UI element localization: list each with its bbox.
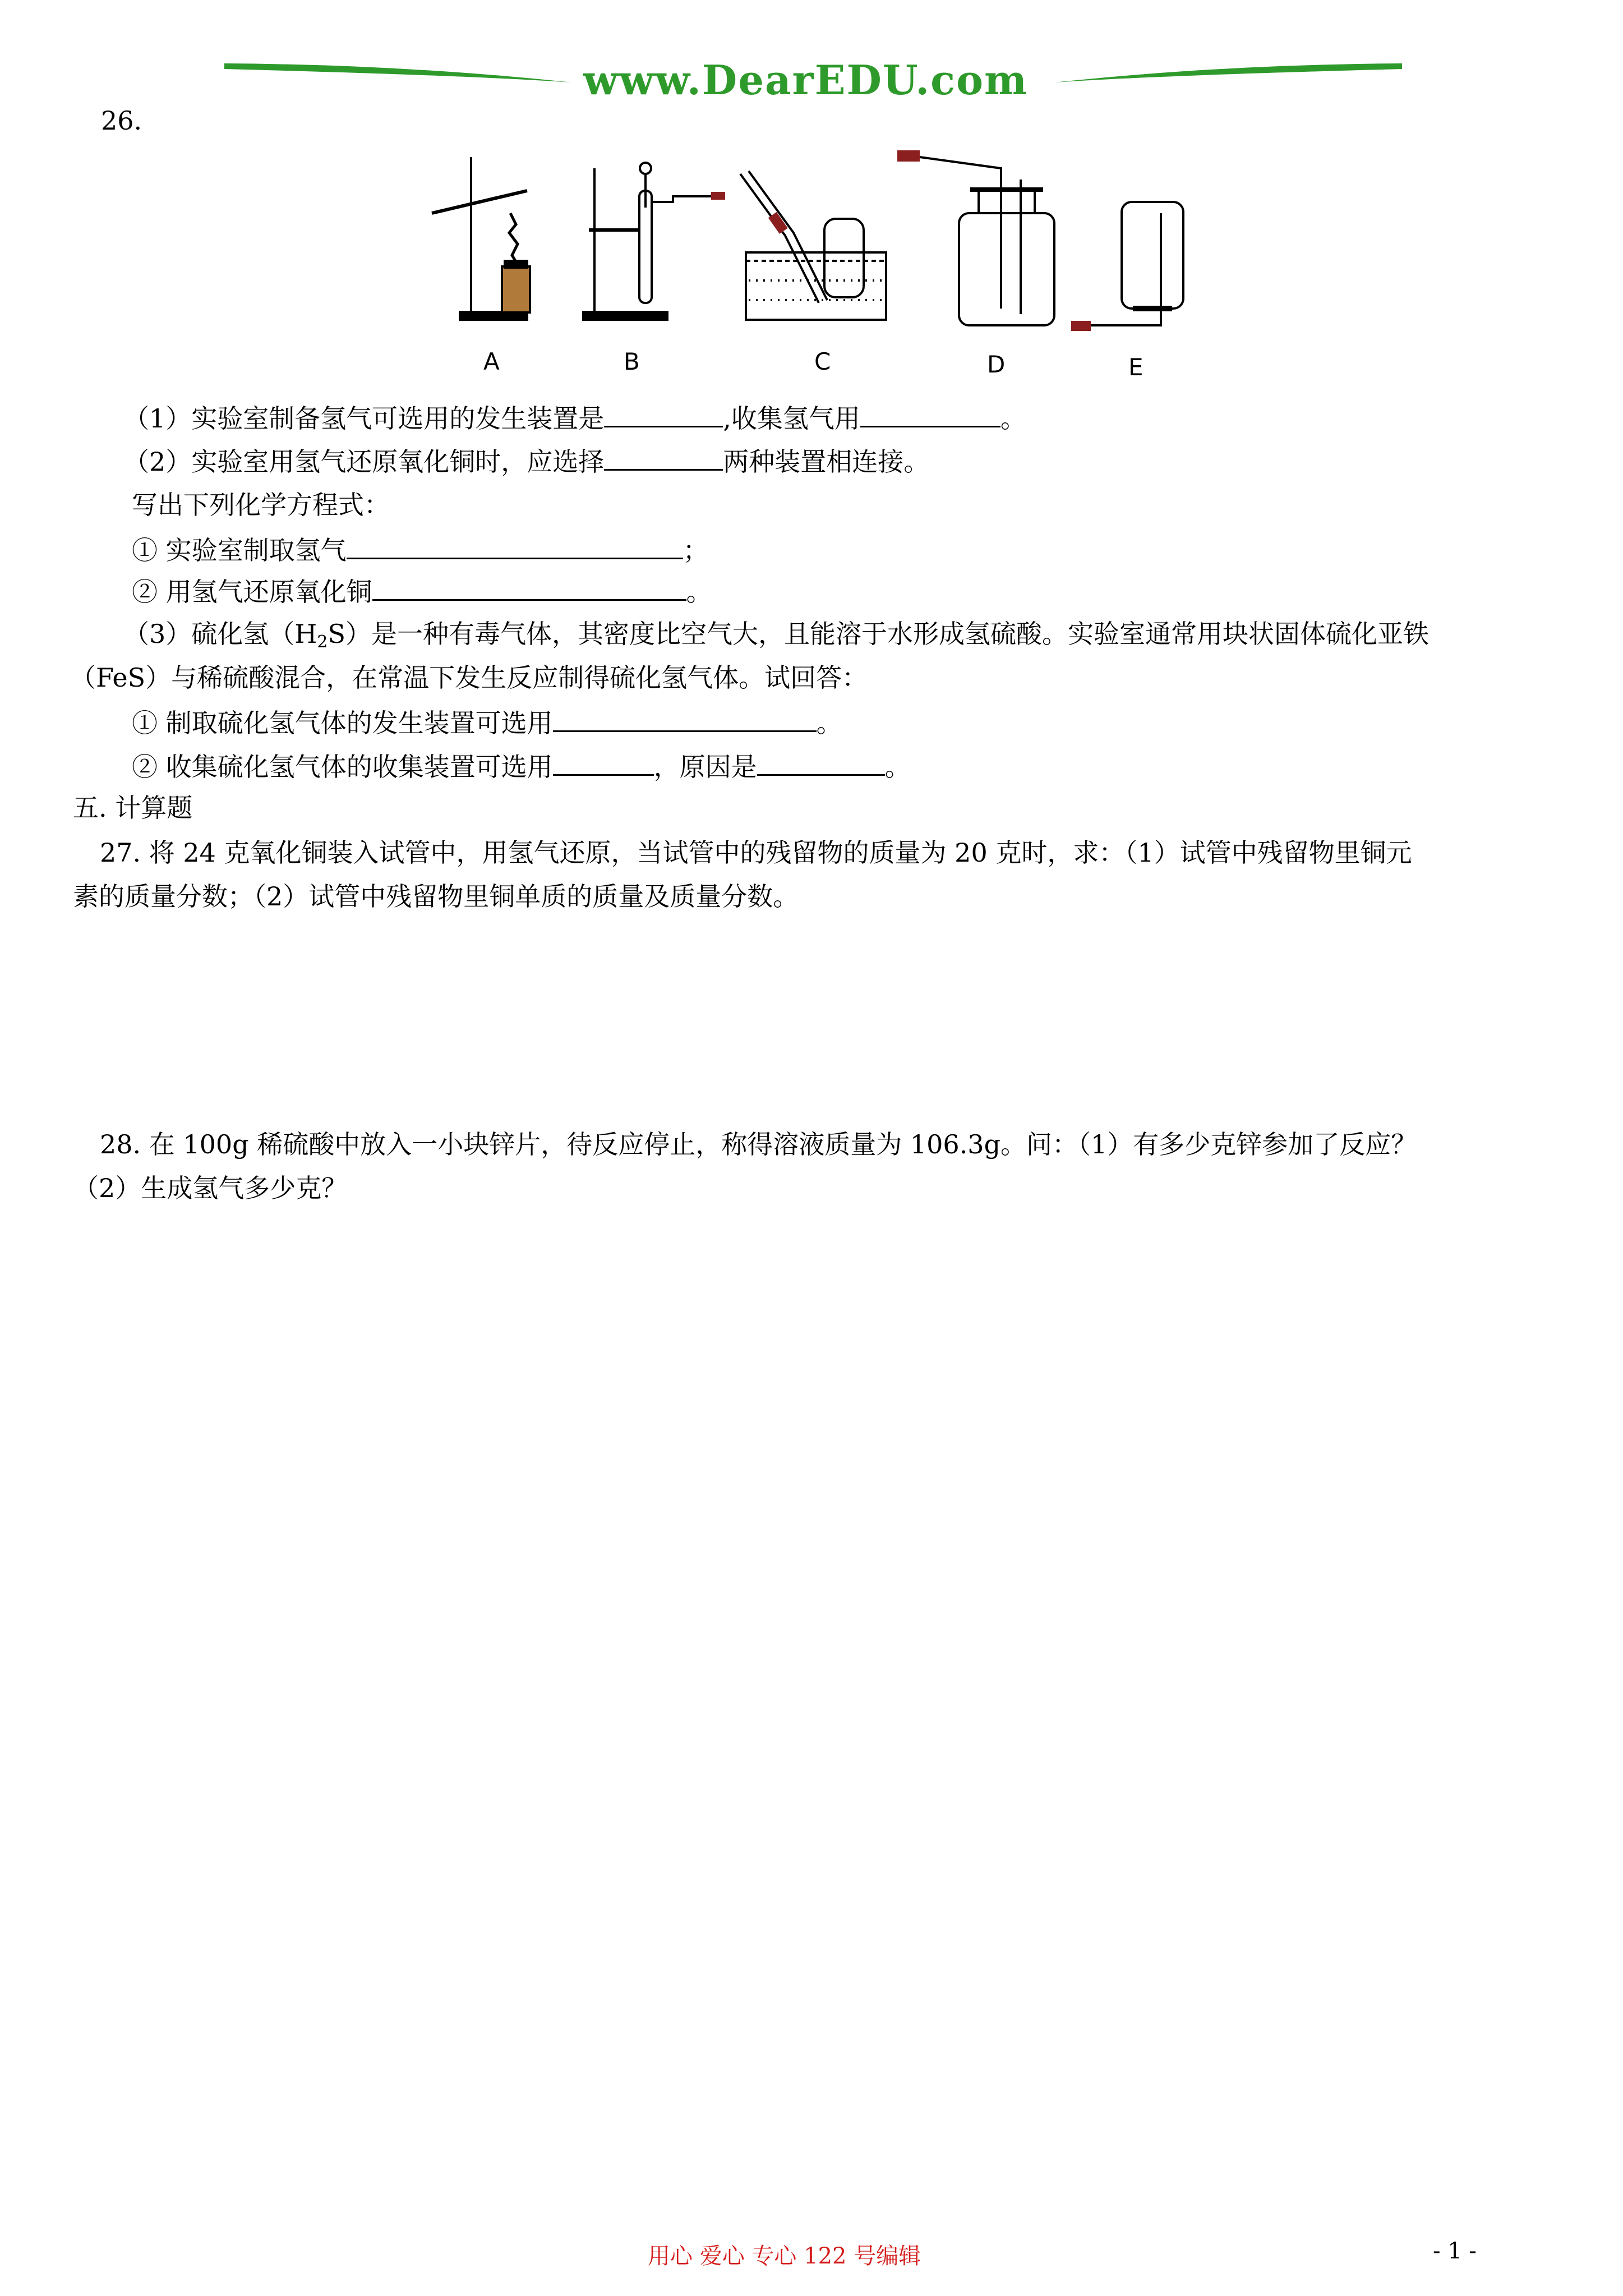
q26-part1-text-a: （1）实验室制备氢气可选用的发生装置是 (123, 403, 605, 434)
equation-2 (132, 573, 712, 609)
figure-label-b: B (624, 348, 640, 375)
figure-label-e: E (1128, 353, 1144, 381)
figure-label-d: D (987, 351, 1006, 378)
apparatus-e (1071, 202, 1183, 331)
q28-line2: （2）生成氢气多少克？ (73, 1173, 348, 1203)
apparatus-d (897, 150, 1054, 325)
q26-part1 (123, 400, 1026, 435)
answer-blank-h2s-collect[interactable] (553, 748, 654, 776)
answer-blank-equation-2[interactable] (372, 573, 686, 601)
footer-editor-note: 用心 爱心 专心 122 号编辑 (648, 2243, 921, 2269)
q27-line2: 素的质量分数；（2）试管中残留物里铜单质的质量及质量分数。 (73, 881, 799, 912)
answer-blank-h2s-generator[interactable] (553, 705, 817, 732)
page-number: - 1 - (1433, 2238, 1477, 2264)
answer-blank-h2s-reason[interactable] (757, 748, 885, 776)
q26-part3-text-b: S）是一种有毒气体，其密度比空气大，且能溶于水形成氢硫酸。实验室通常用块状固体硫化亚铁 (328, 619, 1429, 649)
question-number-26: 26. (101, 105, 142, 136)
site-logo[interactable]: www.DearEDU.com (583, 56, 1029, 104)
apparatus-b (583, 163, 725, 320)
q26-part3-line1 (123, 617, 1429, 659)
sub1-label: ① 制取硫化氢气体的发生装置可选用 (132, 708, 553, 738)
section-title-calculation: 五. 计算题 (73, 793, 193, 823)
equations-intro: 写出下列化学方程式： (132, 490, 390, 520)
q27-line1: 27. 将 24 克氧化铜装入试管中，用氢气还原，当试管中的残留物的质量为 20 克时，求：（1）试管中残留物里铜元 (100, 838, 1412, 868)
answer-blank-equation-1[interactable] (347, 532, 683, 559)
answer-blank-reduce-cuo[interactable] (604, 443, 723, 471)
apparatus-c (740, 171, 886, 320)
q26-part1-end: 。 (1000, 403, 1026, 434)
q26-part2-text-b: 两种装置相连接。 (723, 447, 930, 477)
q26-part3-line2: （FeS）与稀硫酸混合，在常温下发生反应制得硫化氢气体。试回答： (70, 662, 868, 693)
sub2-label: ② 收集硫化氢气体的收集装置可选用 (132, 752, 553, 782)
equation-1-end: ； (683, 535, 709, 565)
sub2-end: 。 (884, 752, 911, 782)
apparatus-a (432, 157, 530, 320)
sub1-end: 。 (816, 708, 842, 738)
q26-part3-text-a: （3）硫化氢（H (123, 619, 317, 649)
q26-part1-text-b: ,收集氢气用 (723, 403, 860, 434)
sub2-mid: ，原因是 (653, 752, 757, 782)
q26-part2-text-a: （2）实验室用氢气还原氧化铜时，应选择 (123, 447, 605, 477)
equation-1 (132, 532, 709, 567)
answer-blank-generator-h2[interactable] (604, 400, 723, 427)
figure-label-c: C (814, 348, 831, 375)
q26-part2 (123, 443, 929, 478)
h2s-subscript: 2 (317, 632, 328, 652)
equation-1-label: ① 实验室制取氢气 (132, 535, 347, 565)
answer-blank-collect-h2[interactable] (860, 400, 1000, 427)
equation-2-end: 。 (686, 577, 712, 607)
figure-label-a: A (483, 348, 500, 375)
q26-part3-sub1 (132, 705, 842, 740)
equation-2-label: ② 用氢气还原氧化铜 (132, 577, 372, 607)
q26-part3-sub2 (132, 748, 911, 784)
q28-line1: 28. 在 100g 稀硫酸中放入一小块锌片，待反应停止，称得溶液质量为 106.3g。问：（1）有多少克锌参加了反应？ (100, 1129, 1417, 1159)
